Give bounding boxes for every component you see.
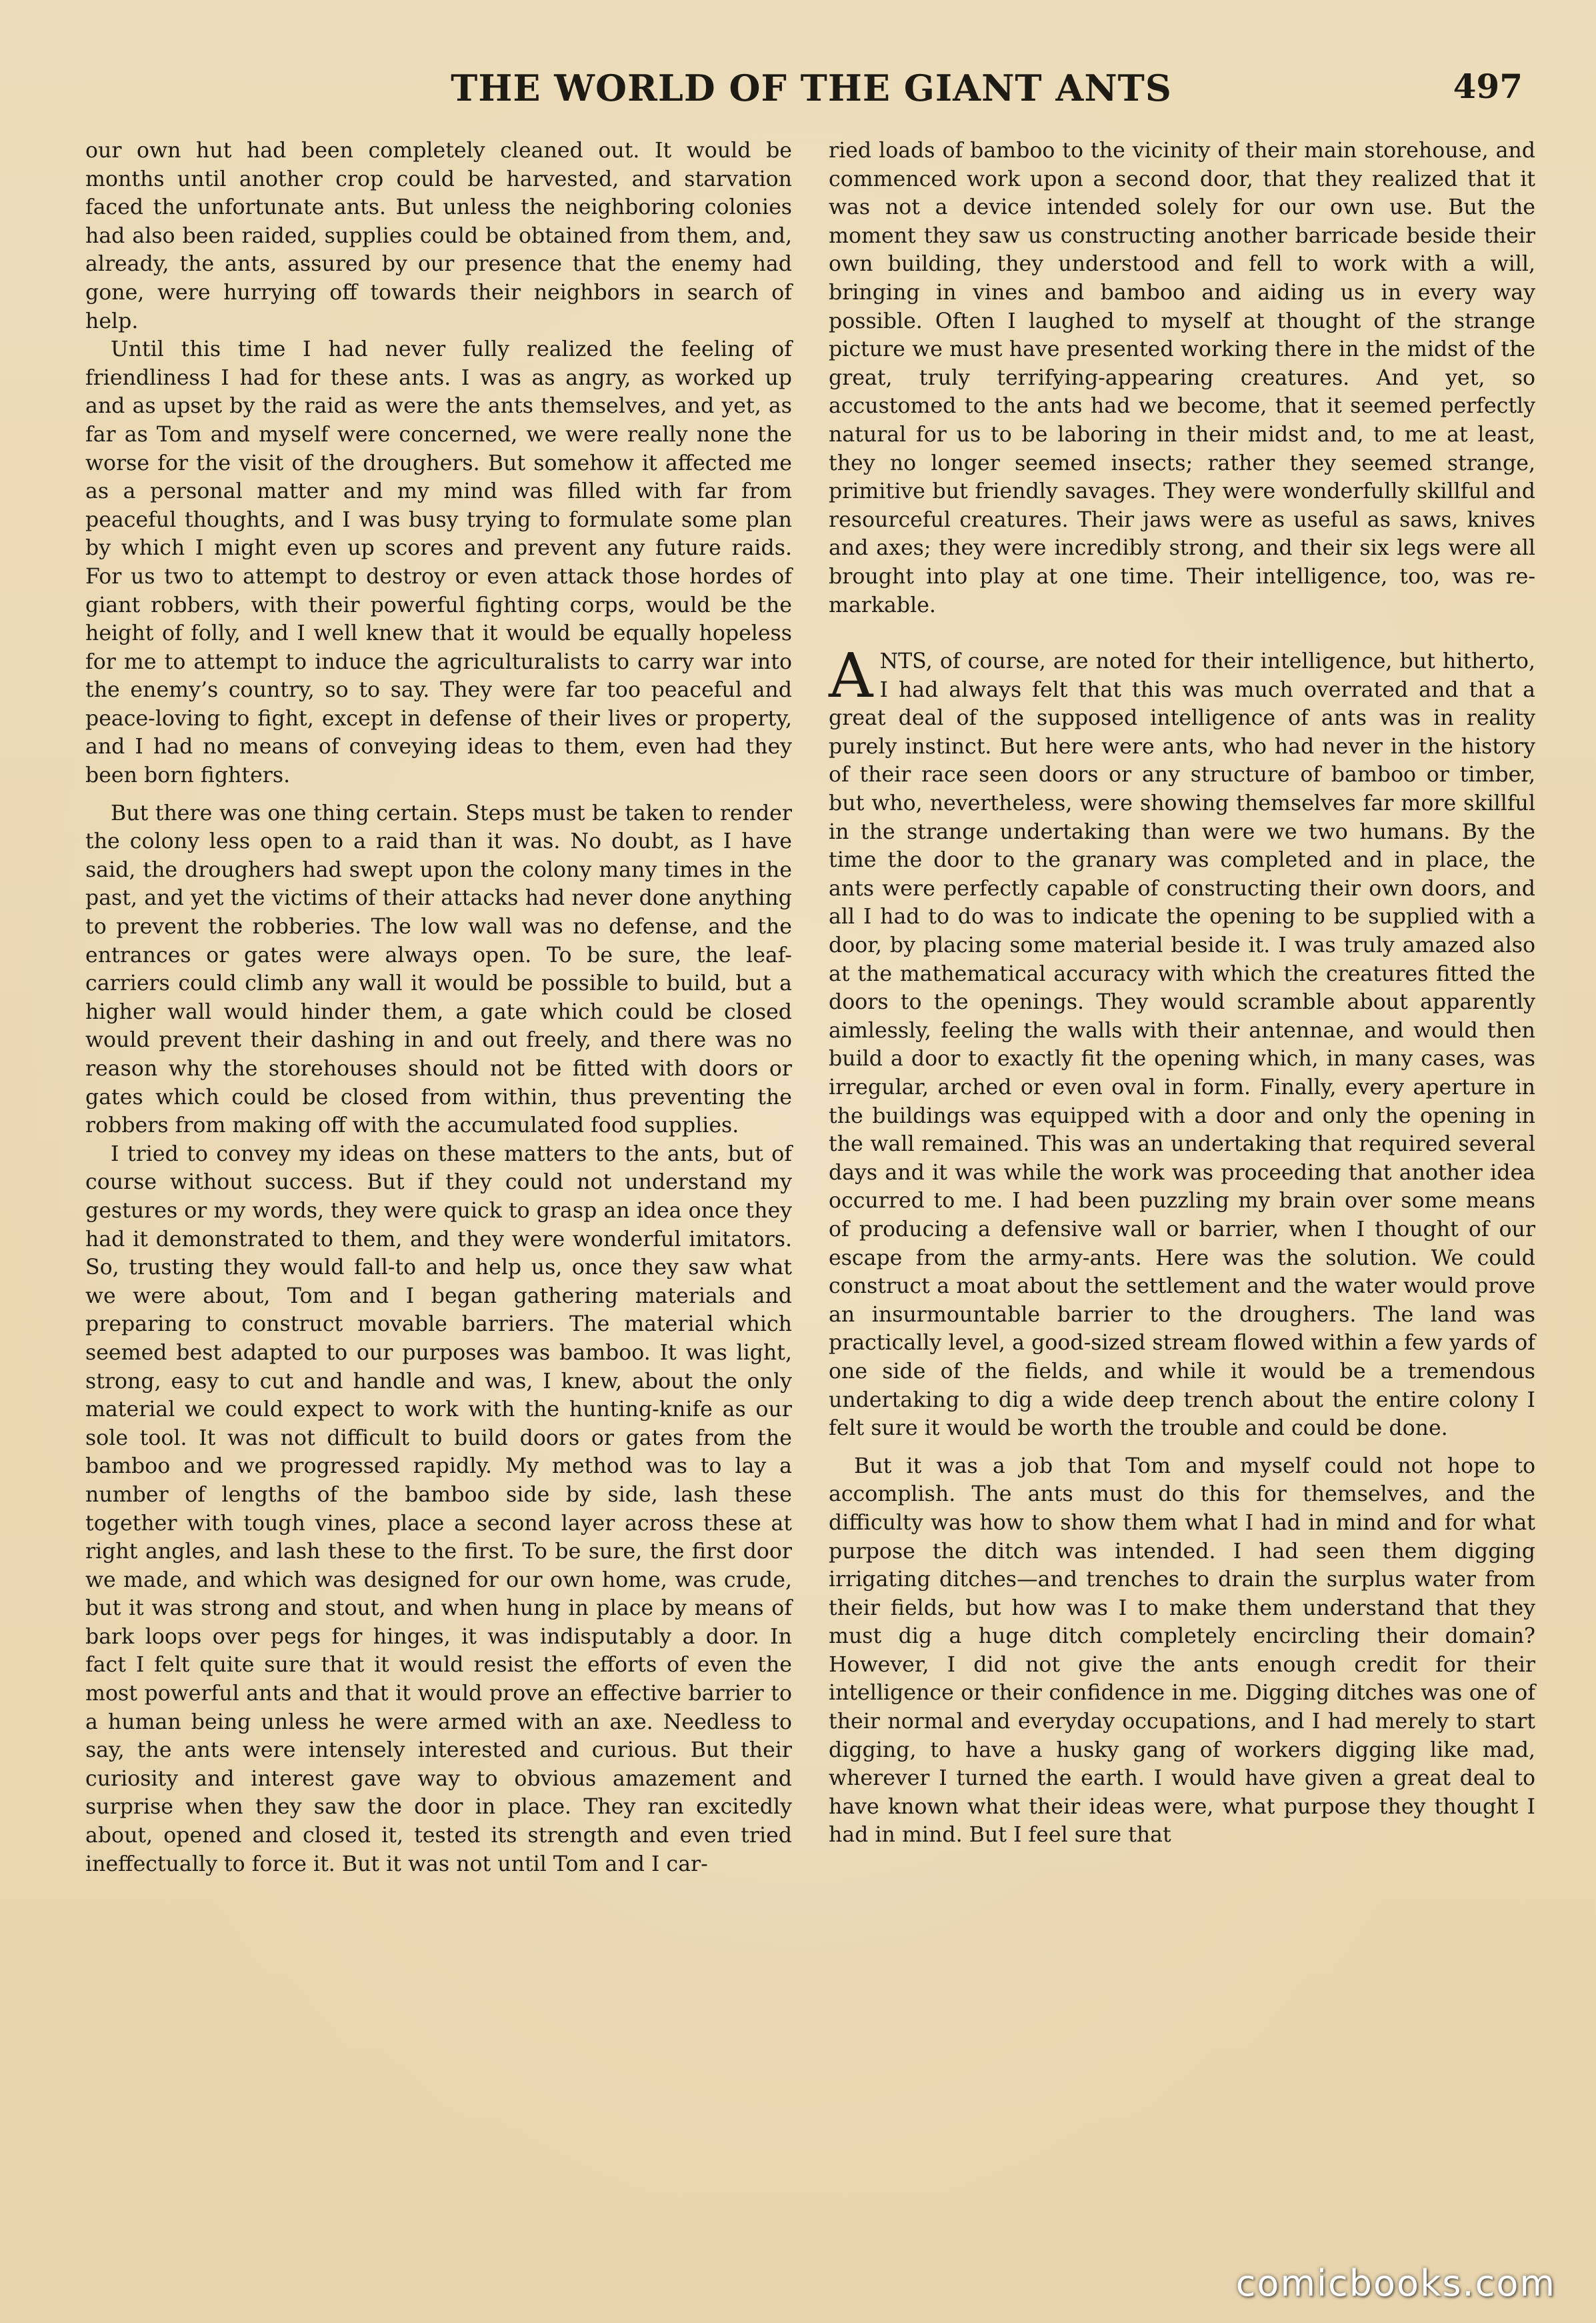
page-number: 497 — [1453, 67, 1523, 106]
paragraph: I tried to convey my ideas on these matters to the ants, but of course without success. But if they could not understand my gestures or my words, they were quick to grasp an idea once they had it demonstrated to them, and they were wonderful imitators. So, trusting they would fall-to and help us, once they saw what we were about, Tom and I began gathering materials and preparing to construct movable barriers. The material which seemed best adapted to our purposes was bamboo. It was light, strong, easy to cut and handle and was, I knew, about the only material we could expect to work with the hunting-knife as our sole tool. It was not difficult to build doors or gates from the bamboo and we progressed rapidly. My method was to lay a number of lengths of the bamboo side by side, lash these together with tough vines, place a second layer across these at right angles, and lash these to the first. To be sure, the first door we made, and which was designed for our own home, was crude, but it was strong and stout, and when hung in place by means of bark loops over pegs for hinges, it was indisputably a door. In fact I felt quite sure that it would resist the efforts of even the most powerful ants and that it would prove an effective barrier to a human being unless he were armed with an axe. Needless to say, the ants were intensely interested and curious. But their curiosity and interest gave way to obvious amazement and surprise when they saw the door in place. They ran excitedly about, opened and closed it, tested its strength and even tried ineffectually to force it. But it was not until Tom and I car- — [85, 1141, 792, 1876]
paragraph: Until this time I had never fully realized the feeling of friendliness I had for these ants. I was as angry, as worked up and as upset by the raid as were the ants themselves, and yet, as far as Tom and myself were concerned, we were really none the worse for the visit of the droughers. But somehow it affected me as a personal matter and my mind was filled with far from peaceful thoughts, and I was busy trying to formulate some plan by which I might even up scores and prevent any future raids. For us two to attempt to destroy or even attack those hordes of giant robbers, with their powerful fighting corps, would be the height of folly, and I well knew that it would be equally hopeless for me to attempt to induce the agriculturalists to carry war into the enemy’s country, so to say. They were far too peaceful and peace-loving to fight, except in defense of their lives or property, and I had no means of conveying ideas to them, even had they been born fighters. — [85, 337, 792, 788]
right-column — [829, 137, 1535, 1850]
page-header — [93, 67, 1529, 127]
left-column — [85, 137, 792, 1878]
drop-cap: A — [829, 640, 873, 712]
section-paragraph — [829, 640, 1535, 1443]
paragraph: ried loads of bamboo to the vicinity of their main storehouse, and commenced work upon a second door, that they realized that it was not a device intended solely for our own use. But the moment they saw us constructing another barricade beside their own building, they understood and fell to work with a will, bringing in vines and bamboo and aiding us in every way possible. Often I laughed to myself at thought of the strange picture we must have presented working there in the midst of the great, truly terrifying-appearing creatures. And yet, so accustomed to the ants had we become, that it seemed perfectly natural for us to be laboring in their midst and, to me at least, they no longer seemed insects; rather they seemed strange, primitive but friendly savages. They were wonderfully skillful and resourceful creatures. Their jaws were as useful as saws, knives and axes; they were incredibly strong, and their six legs were all brought into play at one time. Their intelligence, too, was remarkable. — [829, 139, 1535, 617]
paragraph: But it was a job that Tom and myself could not hope to accomplish. The ants must do this for themselves, and the difficulty was how to show them what I had in mind and for what purpose the ditch was intended. I had seen them digging irrigating ditches—and trenches to drain the surplus water from their fields, but how was I to make them understand that they must dig a huge ditch completely encircling their domain? However, I did not give the ants enough credit for their intelligence or their confidence in me. Digging ditches was one of their normal and everyday occupations, and I had merely to start digging, to have a husky gang of workers digging like mad, wherever I turned the earth. I would have given a great deal to have known what their ideas were, what purpose they thought I had in mind. But I feel sure that — [829, 1454, 1535, 1848]
watermark: comicbooks.com — [1235, 2262, 1556, 2304]
running-title: THE WORLD OF THE GIANT ANTS — [451, 67, 1172, 109]
paragraph: our own hut had been completely cleaned out. It would be months until another crop could be harvested, and starvation faced the unfortunate ants. But unless the neighboring colonies had also been raided, supplies could be obtained from them, and, already, the ants, assured by our presence that the enemy had gone, were hurrying off towards their neighbors in search of help. — [85, 139, 792, 333]
paragraph-text: NTS, of course, are noted for their intelligence, but hitherto, I had always felt that this was much overrated and that a great deal of the supposed intelligence of ants was in reality purely instinct. But here were ants, who had never in the history of their race seen doors or any structure of bamboo or timber, but who, nevertheless, were showing themselves far more skillful in the strange undertaking than were we two humans. By the time the door to the granary was completed and in place, the ants were perfectly capable of constructing their own doors, and all I had to do was to indicate the opening to be supplied with a door, by placing some material beside it. I was truly amazed also at the mathematical accuracy with which the creatures fitted the doors to the openings. They would scramble about apparently aimlessly, feeling the walls with their antennae, and would then build a door to exactly fit the opening which, in many cases, was irregular, arched or even oval in form. Finally, every aperture in the buildings was equipped with a door and only the opening in the wall remained. This was an undertaking that required several days and it was while the work was proceeding that another idea occurred to me. I had been puzzling my brain over some means of producing a defensive wall or barrier, when I thought of our escape from the army-ants. Here was the solution. We could construct a moat about the settlement and the water would prove an insurmountable barrier to the droughers. The land was practically level, a good-sized stream flowed within a few yards of one side of the fields, and while it would be a tremendous undertaking to dig a wide deep trench about the entire colony I felt sure it would be worth the trouble and could be done. — [829, 649, 1535, 1441]
paragraph: But there was one thing certain. Steps must be taken to render the colony less open to a raid than it was. No doubt, as I have said, the droughers had swept upon the colony many times in the past, and yet the victims of their attacks had never done anything to prevent the robberies. The low wall was no defense, and the entrances or gates were always open. To be sure, the leaf-carriers could climb any wall it would be possible to build, but a higher wall would hinder them, a gate which could be closed would prevent their dashing in and out freely, and there was no reason why the storehouses should not be fitted with doors or gates which could be closed from within, thus preventing the robbers from making off with the accumulated food supplies. — [85, 801, 792, 1138]
